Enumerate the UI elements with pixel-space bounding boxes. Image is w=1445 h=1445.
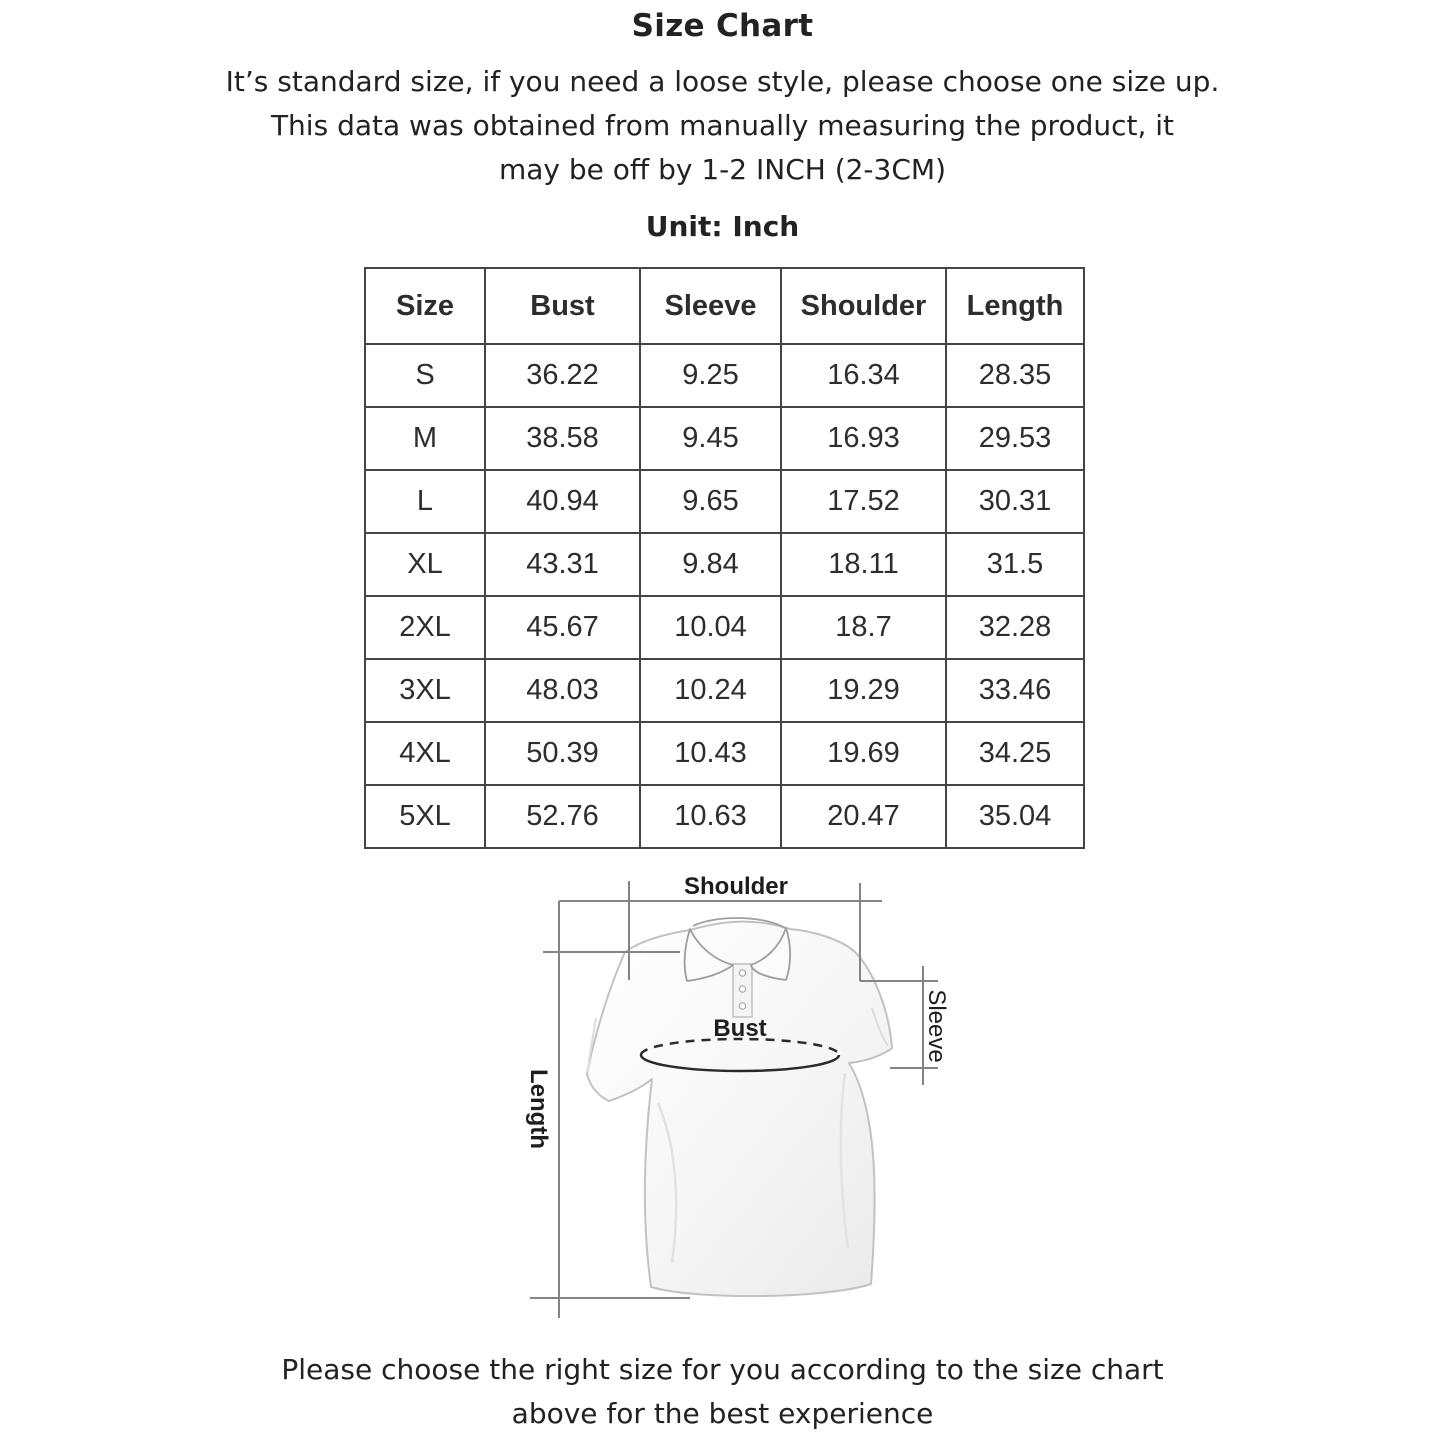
col-header-shoulder: Shoulder [781, 268, 946, 344]
table-row [365, 659, 1084, 722]
size-cell: M [365, 407, 485, 470]
length-cell: 28.35 [946, 344, 1084, 407]
footer-note-line-2: above for the best experience [511, 1397, 934, 1430]
table-row [365, 407, 1084, 470]
footer-note [0, 1348, 1445, 1436]
table-row [365, 470, 1084, 533]
bust-cell: 45.67 [485, 596, 640, 659]
sleeve-cell: 10.43 [640, 722, 781, 785]
bust-cell: 40.94 [485, 470, 640, 533]
sleeve-cell: 9.25 [640, 344, 781, 407]
bust-label: Bust [713, 1015, 767, 1042]
size-cell: S [365, 344, 485, 407]
shoulder-cell: 20.47 [781, 785, 946, 848]
size-note-line-2: This data was obtained from manually measuring the product, it [270, 109, 1175, 142]
bust-cell: 50.39 [485, 722, 640, 785]
size-cell: 4XL [365, 722, 485, 785]
table-row [365, 785, 1084, 848]
shoulder-label: Shoulder [683, 873, 789, 900]
shirt-measurement-diagram [500, 868, 960, 1330]
col-header-bust: Bust [485, 268, 640, 344]
bust-cell: 52.76 [485, 785, 640, 848]
length-cell: 33.46 [946, 659, 1084, 722]
polo-shirt-illustration [587, 918, 892, 1296]
bust-cell: 48.03 [485, 659, 640, 722]
bust-cell: 36.22 [485, 344, 640, 407]
size-note-line-3: may be off by 1-2 INCH (2-3CM) [498, 153, 946, 186]
table-row [365, 533, 1084, 596]
size-cell: 3XL [365, 659, 485, 722]
length-cell: 32.28 [946, 596, 1084, 659]
size-table-header-row [365, 268, 1084, 344]
size-cell: L [365, 470, 485, 533]
length-cell: 30.31 [946, 470, 1084, 533]
sleeve-cell: 10.63 [640, 785, 781, 848]
size-cell: XL [365, 533, 485, 596]
shoulder-cell: 18.7 [781, 596, 946, 659]
size-note-line-1: It’s standard size, if you need a loose style, please choose one size up. [225, 65, 1220, 98]
length-cell: 35.04 [946, 785, 1084, 848]
sleeve-label: Sleeve [923, 989, 950, 1063]
size-cell: 2XL [365, 596, 485, 659]
sleeve-cell: 9.65 [640, 470, 781, 533]
bust-cell: 38.58 [485, 407, 640, 470]
table-row [365, 596, 1084, 659]
size-note [123, 60, 1323, 192]
shoulder-cell: 16.34 [781, 344, 946, 407]
col-header-sleeve: Sleeve [640, 268, 781, 344]
shoulder-cell: 18.11 [781, 533, 946, 596]
length-cell: 34.25 [946, 722, 1084, 785]
length-cell: 29.53 [946, 407, 1084, 470]
length-label: Length [525, 1069, 552, 1149]
col-header-length: Length [946, 268, 1084, 344]
unit-label: Unit: Inch [645, 210, 800, 243]
size-table [364, 267, 1085, 849]
length-cell: 31.5 [946, 533, 1084, 596]
bust-cell: 43.31 [485, 533, 640, 596]
shoulder-cell: 19.29 [781, 659, 946, 722]
footer-note-line-1: Please choose the right size for you according to the size chart [281, 1353, 1164, 1386]
shoulder-cell: 16.93 [781, 407, 946, 470]
sleeve-cell: 10.04 [640, 596, 781, 659]
page-title: Size Chart [631, 8, 814, 44]
size-cell: 5XL [365, 785, 485, 848]
col-header-size: Size [365, 268, 485, 344]
table-row [365, 344, 1084, 407]
button [739, 1003, 745, 1009]
button [739, 986, 745, 992]
shoulder-cell: 17.52 [781, 470, 946, 533]
button [739, 970, 745, 976]
table-row [365, 722, 1084, 785]
sleeve-cell: 9.84 [640, 533, 781, 596]
sleeve-cell: 10.24 [640, 659, 781, 722]
sleeve-cell: 9.45 [640, 407, 781, 470]
shoulder-cell: 19.69 [781, 722, 946, 785]
